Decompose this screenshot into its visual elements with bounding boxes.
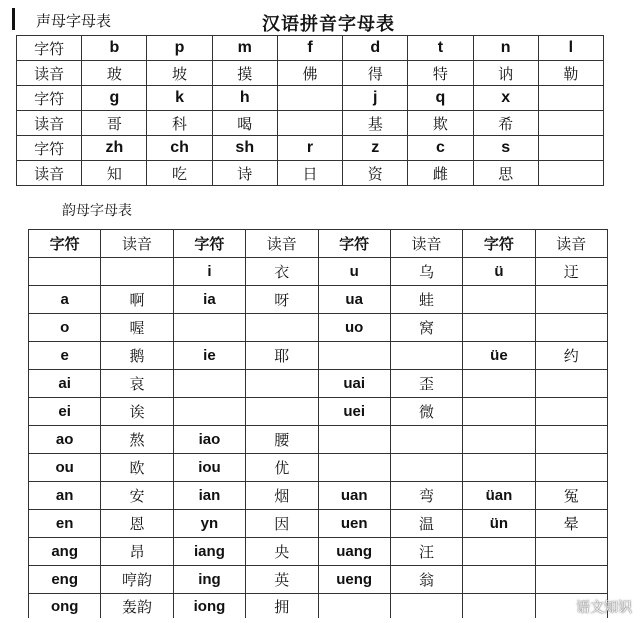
- pinyin-cell: iao: [173, 426, 245, 454]
- pinyin-cell: eng: [29, 566, 101, 594]
- reading-cell: 央: [246, 538, 318, 566]
- reading-cell: 汪: [390, 538, 462, 566]
- reading-cell: 基: [343, 111, 408, 136]
- reading-cell: 乌: [390, 258, 462, 286]
- reading-cell: 喝: [212, 111, 277, 136]
- initials-row: [17, 111, 604, 136]
- finals-row: [29, 258, 608, 286]
- pinyin-cell: [173, 370, 245, 398]
- reading-cell: 温: [390, 510, 462, 538]
- column-header: 读音: [101, 230, 173, 258]
- column-header: 字符: [318, 230, 390, 258]
- pinyin-cell: ie: [173, 342, 245, 370]
- reading-cell: [246, 314, 318, 342]
- pinyin-cell: [538, 136, 603, 161]
- pinyin-cell: [463, 286, 535, 314]
- pinyin-cell: [463, 398, 535, 426]
- finals-header-row: [29, 230, 608, 258]
- reading-cell: [246, 398, 318, 426]
- pinyin-cell: b: [82, 36, 147, 61]
- reading-cell: [390, 594, 462, 619]
- pinyin-cell: [463, 426, 535, 454]
- pinyin-cell: i: [173, 258, 245, 286]
- pinyin-cell: ian: [173, 482, 245, 510]
- row-header-cell: 读音: [17, 61, 82, 86]
- pinyin-cell: ia: [173, 286, 245, 314]
- finals-row: [29, 426, 608, 454]
- initials-row: [17, 36, 604, 61]
- column-header: 字符: [29, 230, 101, 258]
- pinyin-cell: c: [408, 136, 473, 161]
- row-header-cell: 字符: [17, 86, 82, 111]
- finals-table: [28, 229, 608, 618]
- pinyin-cell: [173, 398, 245, 426]
- pinyin-cell: uo: [318, 314, 390, 342]
- row-header-cell: 字符: [17, 136, 82, 161]
- reading-cell: [535, 426, 607, 454]
- pinyin-cell: ei: [29, 398, 101, 426]
- pinyin-cell: q: [408, 86, 473, 111]
- reading-cell: 迂: [535, 258, 607, 286]
- reading-cell: 翁: [390, 566, 462, 594]
- pinyin-cell: l: [538, 36, 603, 61]
- pinyin-cell: [318, 426, 390, 454]
- reading-cell: 烟: [246, 482, 318, 510]
- reading-cell: 轰韵: [101, 594, 173, 619]
- pinyin-cell: ün: [463, 510, 535, 538]
- pinyin-cell: k: [147, 86, 212, 111]
- reading-cell: 摸: [212, 61, 277, 86]
- pinyin-cell: ua: [318, 286, 390, 314]
- reading-cell: 吃: [147, 161, 212, 186]
- pinyin-cell: uang: [318, 538, 390, 566]
- pinyin-cell: [277, 86, 342, 111]
- page-title: 汉语拼音字母表: [262, 14, 395, 35]
- pinyin-cell: iang: [173, 538, 245, 566]
- pinyin-cell: [318, 454, 390, 482]
- row-header-cell: 读音: [17, 161, 82, 186]
- reading-cell: 鹅: [101, 342, 173, 370]
- pinyin-cell: an: [29, 482, 101, 510]
- reading-cell: 英: [246, 566, 318, 594]
- pinyin-cell: [463, 454, 535, 482]
- pinyin-cell: üan: [463, 482, 535, 510]
- pinyin-cell: üe: [463, 342, 535, 370]
- finals-row: [29, 482, 608, 510]
- reading-cell: 欧: [101, 454, 173, 482]
- initials-table: [16, 35, 604, 186]
- pinyin-cell: [463, 594, 535, 619]
- reading-cell: 冤: [535, 482, 607, 510]
- initials-row: [17, 136, 604, 161]
- reading-cell: [535, 538, 607, 566]
- reading-cell: 欺: [408, 111, 473, 136]
- finals-row: [29, 538, 608, 566]
- pinyin-cell: s: [473, 136, 538, 161]
- reading-cell: 约: [535, 342, 607, 370]
- pinyin-cell: uan: [318, 482, 390, 510]
- reading-cell: 啊: [101, 286, 173, 314]
- pinyin-cell: ang: [29, 538, 101, 566]
- reading-cell: 坡: [147, 61, 212, 86]
- finals-row: [29, 594, 608, 619]
- reading-cell: 歪: [390, 370, 462, 398]
- reading-cell: [535, 454, 607, 482]
- pinyin-cell: p: [147, 36, 212, 61]
- pinyin-cell: n: [473, 36, 538, 61]
- reading-cell: 晕: [535, 510, 607, 538]
- reading-cell: 熬: [101, 426, 173, 454]
- finals-row: [29, 314, 608, 342]
- pinyin-cell: [318, 594, 390, 619]
- initials-section-label: 声母字母表: [36, 12, 112, 30]
- reading-cell: 雌: [408, 161, 473, 186]
- row-header-cell: 读音: [17, 111, 82, 136]
- finals-row: [29, 566, 608, 594]
- watermark: [552, 597, 632, 617]
- pinyin-cell: f: [277, 36, 342, 61]
- reading-cell: 得: [343, 61, 408, 86]
- pinyin-cell: z: [343, 136, 408, 161]
- pinyin-cell: ing: [173, 566, 245, 594]
- reading-cell: 优: [246, 454, 318, 482]
- pinyin-cell: [538, 86, 603, 111]
- pinyin-cell: [463, 566, 535, 594]
- row-header-cell: 字符: [17, 36, 82, 61]
- reading-cell: 哥: [82, 111, 147, 136]
- watermark-text: 语文知识: [576, 600, 632, 616]
- reading-cell: 玻: [82, 61, 147, 86]
- finals-row: [29, 342, 608, 370]
- reading-cell: 窝: [390, 314, 462, 342]
- column-header: 字符: [463, 230, 535, 258]
- reading-cell: 诶: [101, 398, 173, 426]
- reading-cell: 日: [277, 161, 342, 186]
- pinyin-cell: u: [318, 258, 390, 286]
- reading-cell: [535, 286, 607, 314]
- finals-section-label: 韵母字母表: [62, 203, 132, 219]
- pinyin-cell: yn: [173, 510, 245, 538]
- reading-cell: 哼韵: [101, 566, 173, 594]
- pinyin-cell: ong: [29, 594, 101, 619]
- pinyin-cell: [318, 342, 390, 370]
- reading-cell: [390, 342, 462, 370]
- reading-cell: [538, 111, 603, 136]
- reading-cell: 蛙: [390, 286, 462, 314]
- pinyin-cell: d: [343, 36, 408, 61]
- reading-cell: 安: [101, 482, 173, 510]
- reading-cell: 哀: [101, 370, 173, 398]
- pinyin-cell: [173, 314, 245, 342]
- finals-row: [29, 286, 608, 314]
- reading-cell: 勒: [538, 61, 603, 86]
- reading-cell: 拥: [246, 594, 318, 619]
- section-marker-bar: [12, 8, 15, 30]
- pinyin-cell: [463, 538, 535, 566]
- reading-cell: 因: [246, 510, 318, 538]
- finals-row: [29, 398, 608, 426]
- pinyin-cell: ueng: [318, 566, 390, 594]
- pinyin-cell: r: [277, 136, 342, 161]
- pinyin-cell: ü: [463, 258, 535, 286]
- reading-cell: 诗: [212, 161, 277, 186]
- pinyin-cell: iong: [173, 594, 245, 619]
- pinyin-cell: j: [343, 86, 408, 111]
- pinyin-cell: o: [29, 314, 101, 342]
- pinyin-cell: ch: [147, 136, 212, 161]
- reading-cell: [390, 426, 462, 454]
- pinyin-cell: [29, 258, 101, 286]
- reading-cell: 腰: [246, 426, 318, 454]
- reading-cell: [535, 398, 607, 426]
- reading-cell: 科: [147, 111, 212, 136]
- reading-cell: 思: [473, 161, 538, 186]
- pinyin-cell: a: [29, 286, 101, 314]
- column-header: 读音: [246, 230, 318, 258]
- pinyin-cell: sh: [212, 136, 277, 161]
- reading-cell: 知: [82, 161, 147, 186]
- pinyin-cell: m: [212, 36, 277, 61]
- reading-cell: [246, 370, 318, 398]
- reading-cell: 呀: [246, 286, 318, 314]
- pinyin-cell: iou: [173, 454, 245, 482]
- column-header: 读音: [535, 230, 607, 258]
- pinyin-cell: uai: [318, 370, 390, 398]
- finals-row: [29, 454, 608, 482]
- pinyin-cell: zh: [82, 136, 147, 161]
- reading-cell: 耶: [246, 342, 318, 370]
- initials-row: [17, 161, 604, 186]
- reading-cell: 佛: [277, 61, 342, 86]
- reading-cell: [538, 161, 603, 186]
- pinyin-cell: h: [212, 86, 277, 111]
- reading-cell: 恩: [101, 510, 173, 538]
- pinyin-cell: uen: [318, 510, 390, 538]
- column-header: 字符: [173, 230, 245, 258]
- reading-cell: 希: [473, 111, 538, 136]
- reading-cell: [535, 566, 607, 594]
- reading-cell: 特: [408, 61, 473, 86]
- pinyin-cell: [463, 370, 535, 398]
- reading-cell: 衣: [246, 258, 318, 286]
- reading-cell: 微: [390, 398, 462, 426]
- initials-row: [17, 61, 604, 86]
- pinyin-cell: ai: [29, 370, 101, 398]
- reading-cell: 弯: [390, 482, 462, 510]
- pinyin-cell: t: [408, 36, 473, 61]
- reading-cell: [535, 370, 607, 398]
- reading-cell: [101, 258, 173, 286]
- chat-bubble-icon: [552, 597, 572, 617]
- pinyin-cell: uei: [318, 398, 390, 426]
- reading-cell: 喔: [101, 314, 173, 342]
- reading-cell: 资: [343, 161, 408, 186]
- finals-row: [29, 510, 608, 538]
- reading-cell: 讷: [473, 61, 538, 86]
- initials-row: [17, 86, 604, 111]
- reading-cell: [277, 111, 342, 136]
- pinyin-cell: en: [29, 510, 101, 538]
- pinyin-cell: g: [82, 86, 147, 111]
- reading-cell: 昂: [101, 538, 173, 566]
- pinyin-cell: e: [29, 342, 101, 370]
- finals-row: [29, 370, 608, 398]
- pinyin-cell: ao: [29, 426, 101, 454]
- column-header: 读音: [390, 230, 462, 258]
- pinyin-cell: ou: [29, 454, 101, 482]
- reading-cell: [390, 454, 462, 482]
- pinyin-cell: x: [473, 86, 538, 111]
- reading-cell: [535, 314, 607, 342]
- pinyin-cell: [463, 314, 535, 342]
